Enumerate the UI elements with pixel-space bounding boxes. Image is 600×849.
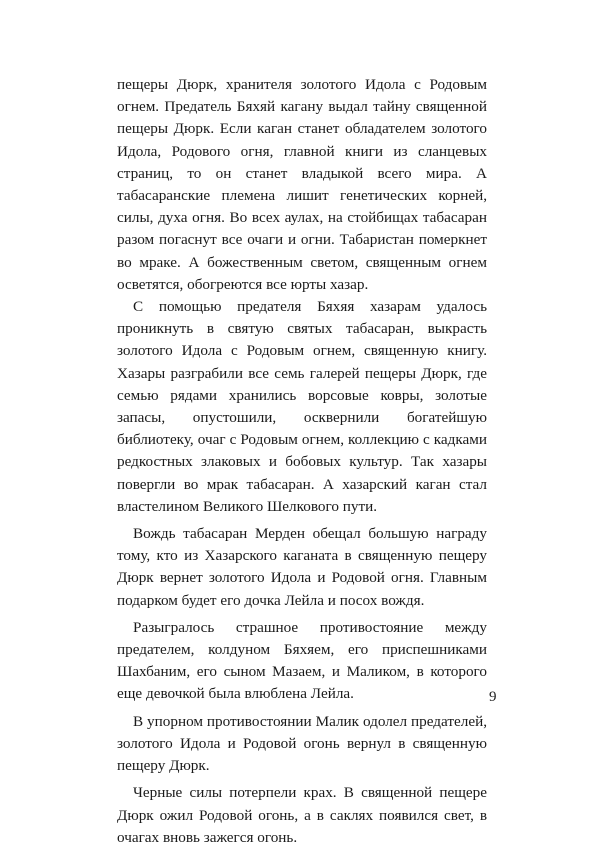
paragraph-3: Вождь табасаран Мерден обещал большую награду тому, кто из Хазарского каганата в священную пещеру Дюрк вернет золотого Идола и Родовой огня. Главным подарком будет его дочка Лейла и посох вождя. <box>117 525 487 609</box>
paragraph-1: пещеры Дюрк, хранителя золотого Идола с Родовым огнем. Предатель Бяхяй кагану выдал тайну священной пещеры Дюрк. Если каган станет обладателем золотого Идола, Родового огня, главной книги из сланцевых страниц, то он станет владыкой всего мира. А табасаранские племена лишит генетических корней, силы, духа огня. Во всех аулах, на стойбищах табасаран разом погаснут все очаги и огни. Табаристан померкнет во мраке. А божественным светом, священным огнем осветятся, обогреются все юрты хазар. <box>117 76 487 293</box>
paragraph-5: В упорном противостоянии Малик одолел предателей, золотого Идола и Родовой огонь вернул в священную пещеру Дюрк. <box>117 712 487 775</box>
paragraph-6: Черные силы потерпели крах. В священной пещере Дюрк ожил Родовой огонь, а в саклях появился свет, в очагах вновь зажегся огонь. <box>117 784 487 846</box>
body-text <box>117 74 487 849</box>
paragraph-4: Разыгралось страшное противостояние между предателем, колдуном Бяхяем, его приспешниками Шахбаним, его сыном Мазаем, и Маликом, в которого еще девочкой была влюблена Лейла. <box>117 618 487 703</box>
page-number: 9 <box>489 689 497 705</box>
paragraph-2: С помощью предателя Бяхяя хазарам удалось проникнуть в святую святых табасаран, выкрасть золотого Идола с Родовым огнем, священную книгу. Хазары разграбили все семь галерей пещеры Дюрк, где семью рядами хранились ворсовые ковры, золотые запасы, опустошили, осквернили богатейшую библиотеку, очаг с Родовым огнем, коллекцию с кадками редкостных злаковых и бобовых культур. Так хазары повергли во мрак табасаран. А хазарский каган стал властелином Великого Шелкового пути. <box>117 298 487 515</box>
